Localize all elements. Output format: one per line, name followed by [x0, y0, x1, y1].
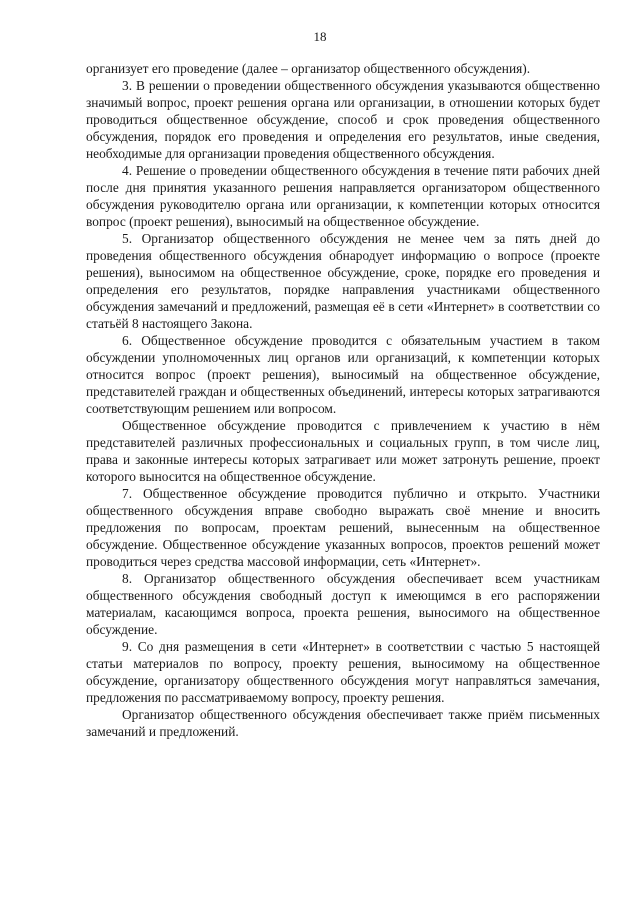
paragraph-item-9: 9. Со дня размещения в сети «Интернет» в соответствии с частью 5 настоящей статьи материалов по вопросу, проекту решения, выносимому на общественное обсуждение, организатору общественного обсуждения могут направляться замечания, предложения по рассматриваемому вопросу, проекту решения. [86, 639, 600, 705]
paragraph-item-4: 4. Решение о проведении общественного обсуждения в течение пяти рабочих дней после дня принятия указанного решения направляется организатором общественного обсуждения руководителю органа или организации, к компетенции которых относится вопрос (проект решения), выносимый на общественное обсуждение. [86, 163, 600, 229]
paragraph-item-6-continued: Общественное обсуждение проводится с привлечением к участию в нём представителей различных профессиональных и социальных групп, в том числе лиц, права и законные интересы которых затрагивает или может затронуть решение, проект которого выносится на общественное обсуждение. [86, 418, 600, 484]
paragraph-item-6: 6. Общественное обсуждение проводится с обязательным участием в таком обсуждении уполномоченных лиц органов или организаций, к компетенции которых относится вопрос (проект решения), выносимый на общественное обсуждение, представителей граждан и общественных объединений, интересы которых затрагиваются соответствующим решением или вопросом. [86, 333, 600, 416]
paragraph-item-9-continued: Организатор общественного обсуждения обеспечивает также приём письменных замечаний и предложений. [86, 707, 600, 739]
paragraph-item-5: 5. Организатор общественного обсуждения не менее чем за пять дней до проведения общественного обсуждения обнародует информацию о вопросе (проекте решения), выносимом на общественное обсуждение, сроке, порядке его проведения и определения его результатов, порядке направления участниками общественного обсуждения замечаний и предложений, размещая её в сети «Интернет» в соответствии со статьёй 8 настоящего Закона. [86, 231, 600, 331]
page-number: 18 [313, 29, 327, 44]
document-body [86, 60, 600, 740]
paragraph-item-8: 8. Организатор общественного обсуждения обеспечивает всем участникам общественного обсуждения свободный доступ к имеющимся в его распоряжении материалам, касающимся вопроса, проекта решения, выносимого на общественное обсуждение. [86, 571, 600, 637]
paragraph-continuation: организует его проведение (далее – организатор общественного обсуждения). [86, 61, 531, 76]
paragraph-item-7: 7. Общественное обсуждение проводится публично и открыто. Участники общественного обсуждения вправе свободно выражать своё мнение и вносить предложения по вопросам, проектам решений, вынесенным на общественное обсуждение. Общественное обсуждение указанных вопросов, проектов решений может проводиться через средства массовой информации, сеть «Интернет». [86, 486, 600, 569]
paragraph-item-3: 3. В решении о проведении общественного обсуждения указываются общественно значимый вопрос, проект решения органа или организации, в отношении которых будет проводиться общественное обсуждение, способ и срок проведения общественного обсуждения, порядок его проведения и определения его результатов, иные сведения, необходимые для организации проведения общественного обсуждения. [86, 78, 600, 161]
